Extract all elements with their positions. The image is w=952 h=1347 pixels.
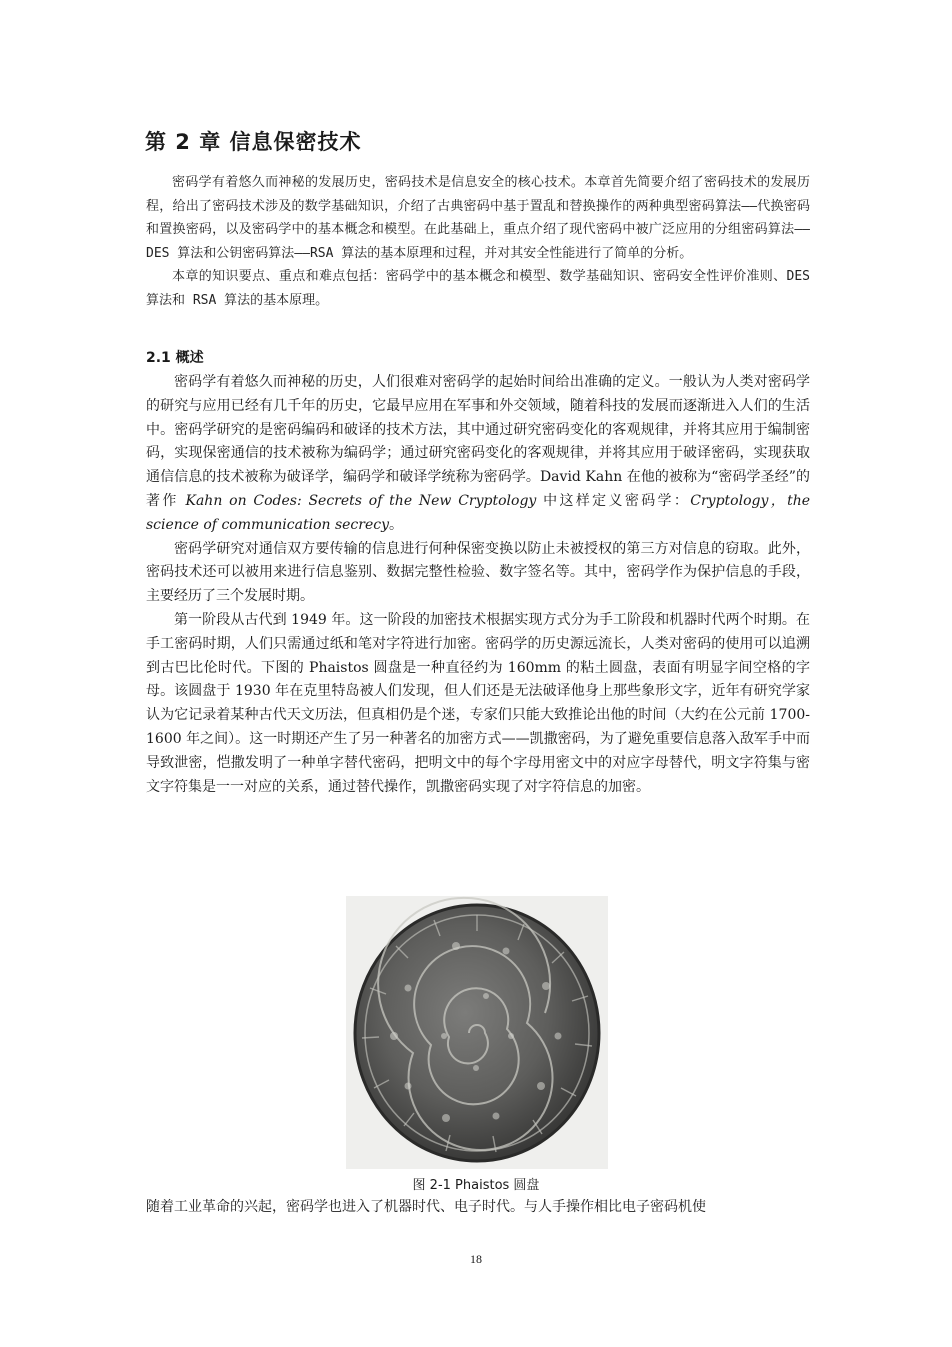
body-p1-part-a: 密码学有着悠久而神秘的历史，人们很难对密码学的起始时间给出准确的定义。一般认为人类对密码学的研究与应用已经有几千年的历史，它最早应用在军事和外交领域，随着科技的发展而逐渐进入人们的生活中。密码学研究的是密码编码和破译的技术方法，其中通过研究密码变化的客观规律，并将其应用于编制密码，实现保密通信的技术被称为编码学；通过研究密码变化的客观规律，并将其应用于破译密码，实现获取通信信息的技术被称为破译学，编码学和破译学统称为密码学。David Kahn 在他的被称为“密码学圣经”的著作 [146, 374, 810, 509]
phaistos-disc-figure [346, 896, 608, 1169]
body-paragraph-3: 第一阶段从古代到 1949 年。这一阶段的加密技术根据实现方式分为手工阶段和机器时代两个时期。在手工密码时期，人们只需通过纸和笔对字符进行加密。密码学的历史源远流长，人类对密码的使用可以追溯到古巴比伦时代。下图的 Phaistos 圆盘是一种直径约为 160mm 的粘土圆盘，表面有明显字间空格的字母。该圆盘于 1930 年在克里特岛被人们发现，但人们还是无法破译他身上那些象形文字，近年有研究学家认为它记录着某种古代天文历法，但真相仍是个迷，专家们只能大致推论出他的时间（大约在公元前 1700-1600 年之间）。这一时期还产生了另一种著名的加密方式——凯撒密码，为了避免重要信息落入敌军手中而导致泄密，恺撒发明了一种单字替代密码，把明文中的每个字母用密文中的对应字母替代，明文字符集与密文字符集是一一对应的关系，通过替代操作，凯撒密码实现了对字符信息的加密。 [146, 611, 810, 795]
figure-caption: 图 2-1 Phaistos 圆盘 [412, 1178, 540, 1193]
intro-paragraph-1: 密码学有着悠久而神秘的发展历史，密码技术是信息安全的核心技术。本章首先简要介绍了密码技术的发展历程，给出了密码技术涉及的数学基础知识，介绍了古典密码中基于置乱和替换操作的两种典型密码算法——代换密码和置换密码，以及密码学中的基本概念和模型。在此基础上，重点介绍了现代密码中被广泛应用的分组密码算法——DES 算法和公钥密码算法——RSA 算法的基本原理和过程，并对其安全性能进行了简单的分析。 [146, 175, 810, 261]
continuation-line: 随着工业革命的兴起，密码学也进入了机器时代、电子时代。与人手操作相比电子密码机使 [146, 1199, 706, 1215]
section-body [146, 371, 810, 799]
chapter-title: 第 2 章 信息保密技术 [145, 130, 362, 154]
intro-paragraph-2: 本章的知识要点、重点和难点包括：密码学中的基本概念和模型、数学基础知识、密码安全性评价准则、DES 算法和 RSA 算法的基本原理。 [146, 269, 810, 308]
section-title: 2.1 概述 [146, 350, 204, 366]
book-title: Kahn on Codes: Secrets of the New Cryptology [185, 492, 537, 509]
body-paragraph-1 [146, 371, 810, 538]
chapter-intro [146, 171, 810, 312]
body-paragraph-2: 密码学研究对通信双方要传输的信息进行何种保密变换以防止未被授权的第三方对信息的窃取。此外，密码技术还可以被用来进行信息鉴别、数据完整性检验、数字签名等。其中，密码学作为保护信息的手段，主要经历了三个发展时期。 [146, 540, 810, 605]
phaistos-disc-image [346, 896, 608, 1169]
cryptology-definition: Cryptology，the science of communication secrecy [146, 492, 810, 533]
page-number: 18 [470, 1252, 482, 1266]
body-p1-part-b: 中这样定义密码学： [536, 492, 691, 509]
body-p1-part-c: 。 [389, 516, 403, 533]
